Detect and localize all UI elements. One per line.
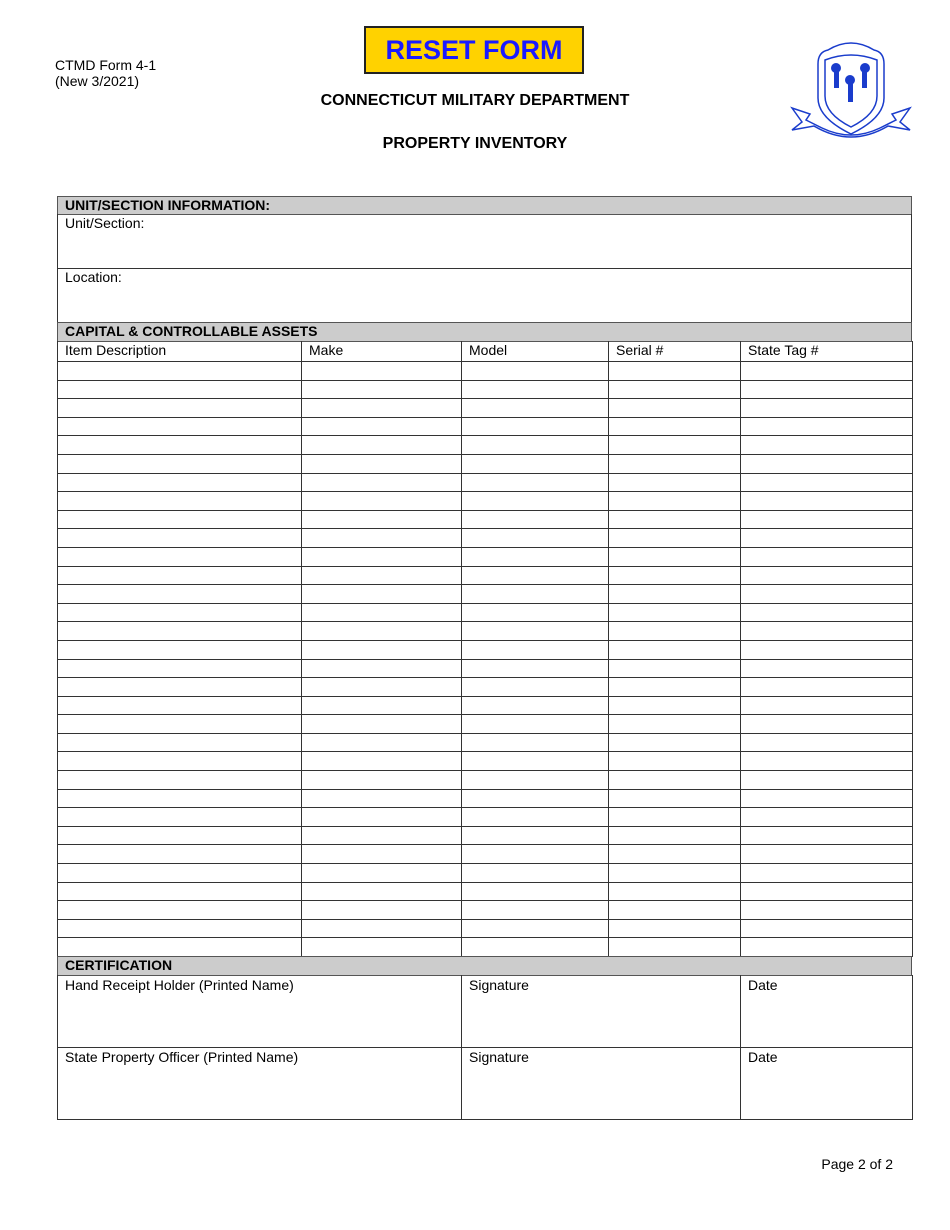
- asset-state-tag-cell[interactable]: [740, 491, 913, 511]
- certification-signature-field[interactable]: [461, 975, 741, 1048]
- asset-item-description-cell[interactable]: [57, 937, 302, 957]
- asset-model-cell[interactable]: [461, 733, 609, 752]
- asset-serial-cell[interactable]: [608, 789, 741, 808]
- certification-printed-name-field[interactable]: [57, 975, 462, 1048]
- asset-model-cell[interactable]: [461, 380, 609, 399]
- asset-item-description-cell[interactable]: [57, 770, 302, 790]
- page-number: Page 2 of 2: [821, 1156, 893, 1172]
- certification-printed-name-field[interactable]: [57, 1047, 462, 1120]
- asset-state-tag-cell[interactable]: [740, 677, 913, 697]
- asset-model-cell[interactable]: [461, 454, 609, 474]
- asset-model-cell[interactable]: [461, 566, 609, 585]
- asset-make-cell[interactable]: [301, 714, 462, 734]
- asset-state-tag-cell[interactable]: [740, 603, 913, 622]
- asset-model-cell[interactable]: [461, 937, 609, 957]
- asset-item-description-cell[interactable]: [57, 621, 302, 641]
- asset-model-cell[interactable]: [461, 528, 609, 548]
- asset-state-tag-cell[interactable]: [740, 919, 913, 938]
- asset-item-description-cell[interactable]: [57, 528, 302, 548]
- asset-serial-cell[interactable]: [608, 733, 741, 752]
- column-header-item-description: Item Description: [57, 341, 302, 362]
- asset-serial-cell[interactable]: [608, 417, 741, 436]
- asset-make-cell[interactable]: [301, 510, 462, 529]
- asset-item-description-cell[interactable]: [57, 640, 302, 660]
- certification-date-label: Date: [748, 1049, 778, 1065]
- asset-model-cell[interactable]: [461, 844, 609, 864]
- asset-state-tag-cell[interactable]: [740, 361, 913, 381]
- certification-signature-field[interactable]: [461, 1047, 741, 1120]
- asset-state-tag-cell[interactable]: [740, 826, 913, 845]
- asset-make-cell[interactable]: [301, 547, 462, 567]
- assets-heading: CAPITAL & CONTROLLABLE ASSETS: [57, 322, 912, 342]
- asset-make-cell[interactable]: [301, 380, 462, 399]
- asset-state-tag-cell[interactable]: [740, 807, 913, 827]
- asset-item-description-cell[interactable]: [57, 659, 302, 678]
- asset-model-cell[interactable]: [461, 677, 609, 697]
- asset-serial-cell[interactable]: [608, 603, 741, 622]
- asset-serial-cell[interactable]: [608, 566, 741, 585]
- asset-item-description-cell[interactable]: [57, 900, 302, 920]
- asset-model-cell[interactable]: [461, 435, 609, 455]
- asset-model-cell[interactable]: [461, 584, 609, 604]
- certification-date-label: Date: [748, 977, 778, 993]
- asset-model-cell[interactable]: [461, 659, 609, 678]
- asset-state-tag-cell[interactable]: [740, 584, 913, 604]
- asset-make-cell[interactable]: [301, 621, 462, 641]
- asset-model-cell[interactable]: [461, 547, 609, 567]
- asset-item-description-cell[interactable]: [57, 844, 302, 864]
- asset-serial-cell[interactable]: [608, 844, 741, 864]
- asset-item-description-cell[interactable]: [57, 807, 302, 827]
- asset-make-cell[interactable]: [301, 882, 462, 901]
- asset-serial-cell[interactable]: [608, 584, 741, 604]
- asset-state-tag-cell[interactable]: [740, 789, 913, 808]
- asset-serial-cell[interactable]: [608, 882, 741, 901]
- asset-item-description-cell[interactable]: [57, 417, 302, 436]
- column-header-model: Model: [461, 341, 609, 362]
- asset-make-cell[interactable]: [301, 696, 462, 715]
- asset-make-cell[interactable]: [301, 919, 462, 938]
- certification-date-field[interactable]: [740, 975, 913, 1048]
- asset-item-description-cell[interactable]: [57, 380, 302, 399]
- asset-make-cell[interactable]: [301, 844, 462, 864]
- asset-model-cell[interactable]: [461, 714, 609, 734]
- asset-make-cell[interactable]: [301, 733, 462, 752]
- asset-item-description-cell[interactable]: [57, 751, 302, 771]
- form-revision: (New 3/2021): [55, 73, 140, 89]
- asset-item-description-cell[interactable]: [57, 454, 302, 474]
- asset-state-tag-cell[interactable]: [740, 733, 913, 752]
- asset-serial-cell[interactable]: [608, 807, 741, 827]
- asset-serial-cell[interactable]: [608, 398, 741, 418]
- asset-item-description-cell[interactable]: [57, 510, 302, 529]
- asset-item-description-cell[interactable]: [57, 361, 302, 381]
- unit-section-field[interactable]: [57, 214, 912, 269]
- asset-state-tag-cell[interactable]: [740, 528, 913, 548]
- asset-serial-cell[interactable]: [608, 510, 741, 529]
- certification-printed-name-label: Hand Receipt Holder (Printed Name): [65, 977, 294, 993]
- asset-item-description-cell[interactable]: [57, 566, 302, 585]
- asset-make-cell[interactable]: [301, 863, 462, 883]
- asset-model-cell[interactable]: [461, 640, 609, 660]
- unit-section-heading: UNIT/SECTION INFORMATION:: [57, 196, 912, 215]
- asset-item-description-cell[interactable]: [57, 473, 302, 492]
- asset-make-cell[interactable]: [301, 491, 462, 511]
- department-name: CONNECTICUT MILITARY DEPARTMENT: [320, 92, 630, 109]
- asset-item-description-cell[interactable]: [57, 826, 302, 845]
- asset-make-cell[interactable]: [301, 659, 462, 678]
- asset-model-cell[interactable]: [461, 789, 609, 808]
- asset-serial-cell[interactable]: [608, 528, 741, 548]
- asset-serial-cell[interactable]: [608, 547, 741, 567]
- asset-model-cell[interactable]: [461, 900, 609, 920]
- asset-item-description-cell[interactable]: [57, 398, 302, 418]
- asset-state-tag-cell[interactable]: [740, 621, 913, 641]
- asset-state-tag-cell[interactable]: [740, 547, 913, 567]
- asset-state-tag-cell[interactable]: [740, 882, 913, 901]
- asset-model-cell[interactable]: [461, 696, 609, 715]
- asset-make-cell[interactable]: [301, 417, 462, 436]
- certification-signature-label: Signature: [469, 1049, 529, 1065]
- asset-model-cell[interactable]: [461, 882, 609, 901]
- asset-serial-cell[interactable]: [608, 826, 741, 845]
- asset-model-cell[interactable]: [461, 398, 609, 418]
- asset-serial-cell[interactable]: [608, 937, 741, 957]
- asset-model-cell[interactable]: [461, 807, 609, 827]
- asset-serial-cell[interactable]: [608, 863, 741, 883]
- column-header-serial: Serial #: [608, 341, 741, 362]
- certification-signature-label: Signature: [469, 977, 529, 993]
- asset-model-cell[interactable]: [461, 863, 609, 883]
- asset-make-cell[interactable]: [301, 677, 462, 697]
- location-field[interactable]: [57, 268, 912, 323]
- column-header-make: Make: [301, 341, 462, 362]
- asset-make-cell[interactable]: [301, 435, 462, 455]
- unit-section-label: Unit/Section:: [65, 215, 145, 231]
- asset-model-cell[interactable]: [461, 751, 609, 771]
- asset-state-tag-cell[interactable]: [740, 398, 913, 418]
- asset-serial-cell[interactable]: [608, 751, 741, 771]
- asset-state-tag-cell[interactable]: [740, 696, 913, 715]
- asset-state-tag-cell[interactable]: [740, 659, 913, 678]
- page-title: PROPERTY INVENTORY: [382, 135, 568, 152]
- certification-heading: CERTIFICATION: [57, 956, 912, 976]
- asset-make-cell[interactable]: [301, 807, 462, 827]
- asset-make-cell[interactable]: [301, 454, 462, 474]
- asset-serial-cell[interactable]: [608, 473, 741, 492]
- asset-model-cell[interactable]: [461, 417, 609, 436]
- asset-serial-cell[interactable]: [608, 491, 741, 511]
- asset-item-description-cell[interactable]: [57, 603, 302, 622]
- asset-make-cell[interactable]: [301, 789, 462, 808]
- asset-make-cell[interactable]: [301, 528, 462, 548]
- asset-item-description-cell[interactable]: [57, 547, 302, 567]
- column-header-state-tag: State Tag #: [740, 341, 913, 362]
- asset-serial-cell[interactable]: [608, 361, 741, 381]
- connecticut-seal-logo: [788, 38, 914, 146]
- asset-state-tag-cell[interactable]: [740, 714, 913, 734]
- asset-state-tag-cell[interactable]: [740, 900, 913, 920]
- asset-state-tag-cell[interactable]: [740, 751, 913, 771]
- form-number: CTMD Form 4-1: [55, 57, 157, 73]
- asset-item-description-cell[interactable]: [57, 435, 302, 455]
- asset-make-cell[interactable]: [301, 770, 462, 790]
- asset-make-cell[interactable]: [301, 603, 462, 622]
- asset-state-tag-cell[interactable]: [740, 473, 913, 492]
- asset-model-cell[interactable]: [461, 361, 609, 381]
- asset-state-tag-cell[interactable]: [740, 380, 913, 399]
- asset-state-tag-cell[interactable]: [740, 640, 913, 660]
- asset-item-description-cell[interactable]: [57, 882, 302, 901]
- reset-form-button[interactable]: RESET FORM: [364, 26, 584, 74]
- asset-make-cell[interactable]: [301, 473, 462, 492]
- asset-make-cell[interactable]: [301, 751, 462, 771]
- asset-state-tag-cell[interactable]: [740, 417, 913, 436]
- asset-model-cell[interactable]: [461, 621, 609, 641]
- asset-item-description-cell[interactable]: [57, 584, 302, 604]
- asset-item-description-cell[interactable]: [57, 677, 302, 697]
- asset-state-tag-cell[interactable]: [740, 566, 913, 585]
- asset-state-tag-cell[interactable]: [740, 510, 913, 529]
- asset-state-tag-cell[interactable]: [740, 937, 913, 957]
- asset-state-tag-cell[interactable]: [740, 454, 913, 474]
- asset-state-tag-cell[interactable]: [740, 770, 913, 790]
- asset-item-description-cell[interactable]: [57, 789, 302, 808]
- asset-serial-cell[interactable]: [608, 640, 741, 660]
- asset-model-cell[interactable]: [461, 510, 609, 529]
- asset-make-cell[interactable]: [301, 826, 462, 845]
- asset-model-cell[interactable]: [461, 491, 609, 511]
- asset-item-description-cell[interactable]: [57, 919, 302, 938]
- location-label: Location:: [65, 269, 122, 285]
- asset-state-tag-cell[interactable]: [740, 435, 913, 455]
- asset-serial-cell[interactable]: [608, 659, 741, 678]
- certification-printed-name-label: State Property Officer (Printed Name): [65, 1049, 299, 1065]
- asset-serial-cell[interactable]: [608, 770, 741, 790]
- asset-item-description-cell[interactable]: [57, 696, 302, 715]
- asset-serial-cell[interactable]: [608, 696, 741, 715]
- asset-model-cell[interactable]: [461, 919, 609, 938]
- asset-item-description-cell[interactable]: [57, 733, 302, 752]
- asset-model-cell[interactable]: [461, 826, 609, 845]
- asset-serial-cell[interactable]: [608, 900, 741, 920]
- asset-make-cell[interactable]: [301, 584, 462, 604]
- asset-model-cell[interactable]: [461, 473, 609, 492]
- asset-model-cell[interactable]: [461, 603, 609, 622]
- asset-serial-cell[interactable]: [608, 435, 741, 455]
- asset-make-cell[interactable]: [301, 398, 462, 418]
- asset-item-description-cell[interactable]: [57, 714, 302, 734]
- asset-serial-cell[interactable]: [608, 621, 741, 641]
- asset-state-tag-cell[interactable]: [740, 863, 913, 883]
- asset-item-description-cell[interactable]: [57, 491, 302, 511]
- asset-make-cell[interactable]: [301, 566, 462, 585]
- asset-make-cell[interactable]: [301, 640, 462, 660]
- asset-item-description-cell[interactable]: [57, 863, 302, 883]
- asset-serial-cell[interactable]: [608, 677, 741, 697]
- certification-date-field[interactable]: [740, 1047, 913, 1120]
- form-id: [55, 57, 156, 89]
- asset-model-cell[interactable]: [461, 770, 609, 790]
- asset-make-cell[interactable]: [301, 361, 462, 381]
- asset-make-cell[interactable]: [301, 937, 462, 957]
- asset-serial-cell[interactable]: [608, 380, 741, 399]
- asset-state-tag-cell[interactable]: [740, 844, 913, 864]
- asset-make-cell[interactable]: [301, 900, 462, 920]
- asset-serial-cell[interactable]: [608, 454, 741, 474]
- asset-serial-cell[interactable]: [608, 714, 741, 734]
- asset-serial-cell[interactable]: [608, 919, 741, 938]
